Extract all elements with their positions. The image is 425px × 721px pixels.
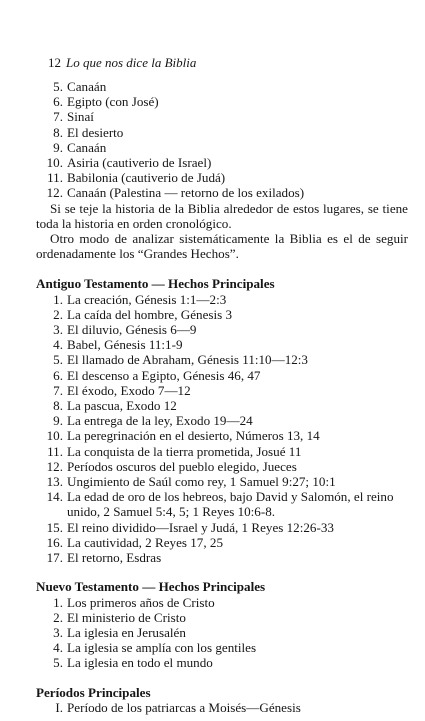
item-number: 11. xyxy=(47,170,63,186)
list-item xyxy=(36,413,408,428)
item-text: El llamado de Abraham, Génesis 11:10—12:3 xyxy=(67,352,308,368)
item-number: 4. xyxy=(53,640,63,656)
list-item xyxy=(36,398,408,413)
periods-list xyxy=(36,700,408,715)
item-number: 1. xyxy=(53,594,63,610)
item-text: Canaán xyxy=(67,79,107,94)
list-item xyxy=(36,383,408,398)
item-number: 10. xyxy=(46,155,63,171)
list-item xyxy=(36,337,408,352)
item-number: 6. xyxy=(53,94,63,110)
list-item xyxy=(36,307,408,322)
item-text: Sinaí xyxy=(67,109,94,125)
item-number: 2. xyxy=(53,609,63,625)
item-number: 10. xyxy=(46,428,63,444)
list-item xyxy=(36,625,408,640)
item-number: 2. xyxy=(53,306,63,322)
item-text: El reino dividido—Israel y Judá, 1 Reyes 12:26-33 xyxy=(67,519,334,535)
item-text: Períodos oscuros del pueblo elegido, Jueces xyxy=(67,458,297,474)
item-number: 9. xyxy=(53,139,63,155)
item-number: 15. xyxy=(46,519,63,535)
item-text: La creación, Génesis 1:1—2:3 xyxy=(67,291,227,307)
text-block xyxy=(36,79,408,715)
list-item xyxy=(36,155,408,170)
item-number: 17. xyxy=(46,550,63,566)
list-item xyxy=(36,94,408,109)
periods-heading: Períodos Principales xyxy=(36,684,151,700)
item-number: 7. xyxy=(53,109,63,125)
item-text: Egipto (con José) xyxy=(67,94,159,110)
list-item xyxy=(36,520,408,535)
list-item xyxy=(36,322,408,337)
list-item xyxy=(36,610,408,625)
item-text: Ungimiento de Saúl como rey, 1 Samuel 9:27; 10:1 xyxy=(67,474,336,490)
item-number: 6. xyxy=(53,367,63,383)
list-item xyxy=(36,368,408,383)
item-text: La cautividad, 2 Reyes 17, 25 xyxy=(67,534,223,550)
item-number: 9. xyxy=(53,413,63,429)
item-text: La edad de oro de los hebreos, bajo David y Salomón, el reino unido, 2 Samuel 5:4, 5; 1 Reyes 10:6-8. xyxy=(67,489,394,520)
item-text: La caída del hombre, Génesis 3 xyxy=(67,306,233,322)
item-number: 8. xyxy=(53,398,63,414)
list-item xyxy=(36,352,408,367)
list-item xyxy=(36,489,408,519)
item-number: 3. xyxy=(53,322,63,338)
list-item xyxy=(36,125,408,140)
item-text: Babilonia (cautiverio de Judá) xyxy=(67,170,226,186)
item-text: El retorno, Esdras xyxy=(67,550,162,566)
item-number: 5. xyxy=(53,79,63,94)
item-number: 7. xyxy=(53,382,63,398)
list-item xyxy=(36,428,408,443)
item-number: 5. xyxy=(53,655,63,671)
list-item xyxy=(36,655,408,670)
item-number: 4. xyxy=(53,337,63,353)
list-item xyxy=(36,535,408,550)
nt-heading: Nuevo Testamento — Hechos Principales xyxy=(36,579,266,595)
item-number: 16. xyxy=(46,534,63,550)
item-text: La pascua, Exodo 12 xyxy=(67,398,177,414)
ot-list xyxy=(36,292,408,566)
item-text: Asiria (cautiverio de Israel) xyxy=(67,155,212,171)
item-text: La iglesia en todo el mundo xyxy=(67,655,213,671)
item-number: 5. xyxy=(53,352,63,368)
list-item xyxy=(36,109,408,124)
list-item xyxy=(36,185,408,200)
item-text: La conquista de la tierra prometida, Josué 11 xyxy=(67,443,302,459)
item-text: Babel, Génesis 11:1-9 xyxy=(67,337,183,353)
item-number: 11. xyxy=(47,443,63,459)
list-item xyxy=(36,474,408,489)
item-text: La iglesia se amplía con los gentiles xyxy=(67,640,257,656)
list-item xyxy=(36,292,408,307)
page-number: 12 xyxy=(48,55,61,70)
item-text: Período de los patriarcas a Moisés—Génesis xyxy=(67,699,301,715)
places-list xyxy=(36,79,408,201)
paragraph: Si se teje la historia de la Biblia alrededor de estos lugares, se tiene toda la historia en orden cronológico. xyxy=(36,200,408,231)
item-text: La peregrinación en el desierto, Números 13, 14 xyxy=(67,428,320,444)
nt-list xyxy=(36,595,408,671)
list-item xyxy=(36,140,408,155)
item-number: 1. xyxy=(53,291,63,307)
item-text: Los primeros años de Cristo xyxy=(67,594,215,610)
item-text: El descenso a Egipto, Génesis 46, 47 xyxy=(67,367,261,383)
ot-heading: Antiguo Testamento — Hechos Principales xyxy=(36,276,275,292)
item-text: El desierto xyxy=(67,124,124,140)
item-text: El diluvio, Génesis 6—9 xyxy=(67,322,197,338)
item-number: 13. xyxy=(46,474,63,490)
list-item xyxy=(36,550,408,565)
item-text: Canaán (Palestina — retorno de los exilados) xyxy=(67,185,305,201)
list-item xyxy=(36,170,408,185)
list-item xyxy=(36,444,408,459)
item-number: 8. xyxy=(53,124,63,140)
list-item xyxy=(36,640,408,655)
book-title: Lo que nos dice la Biblia xyxy=(66,55,197,70)
item-text: Canaán xyxy=(67,139,107,155)
item-text: La iglesia en Jerusalén xyxy=(67,624,186,640)
item-number: 12. xyxy=(46,458,63,474)
item-text: El ministerio de Cristo xyxy=(67,609,186,625)
paragraph: Otro modo de analizar sistemáticamente la Biblia es el de seguir ordenadamente los “Grandes Hechos”. xyxy=(36,231,408,262)
list-item xyxy=(36,595,408,610)
item-text: La entrega de la ley, Exodo 19—24 xyxy=(67,413,253,429)
item-number: 12. xyxy=(46,185,63,201)
list-item xyxy=(36,79,408,94)
item-text: El éxodo, Exodo 7—12 xyxy=(67,382,191,398)
item-number: 14. xyxy=(46,489,63,505)
item-number: 3. xyxy=(53,624,63,640)
item-number: I. xyxy=(55,699,63,715)
running-head xyxy=(48,55,196,71)
list-item xyxy=(36,459,408,474)
list-item xyxy=(36,700,408,715)
